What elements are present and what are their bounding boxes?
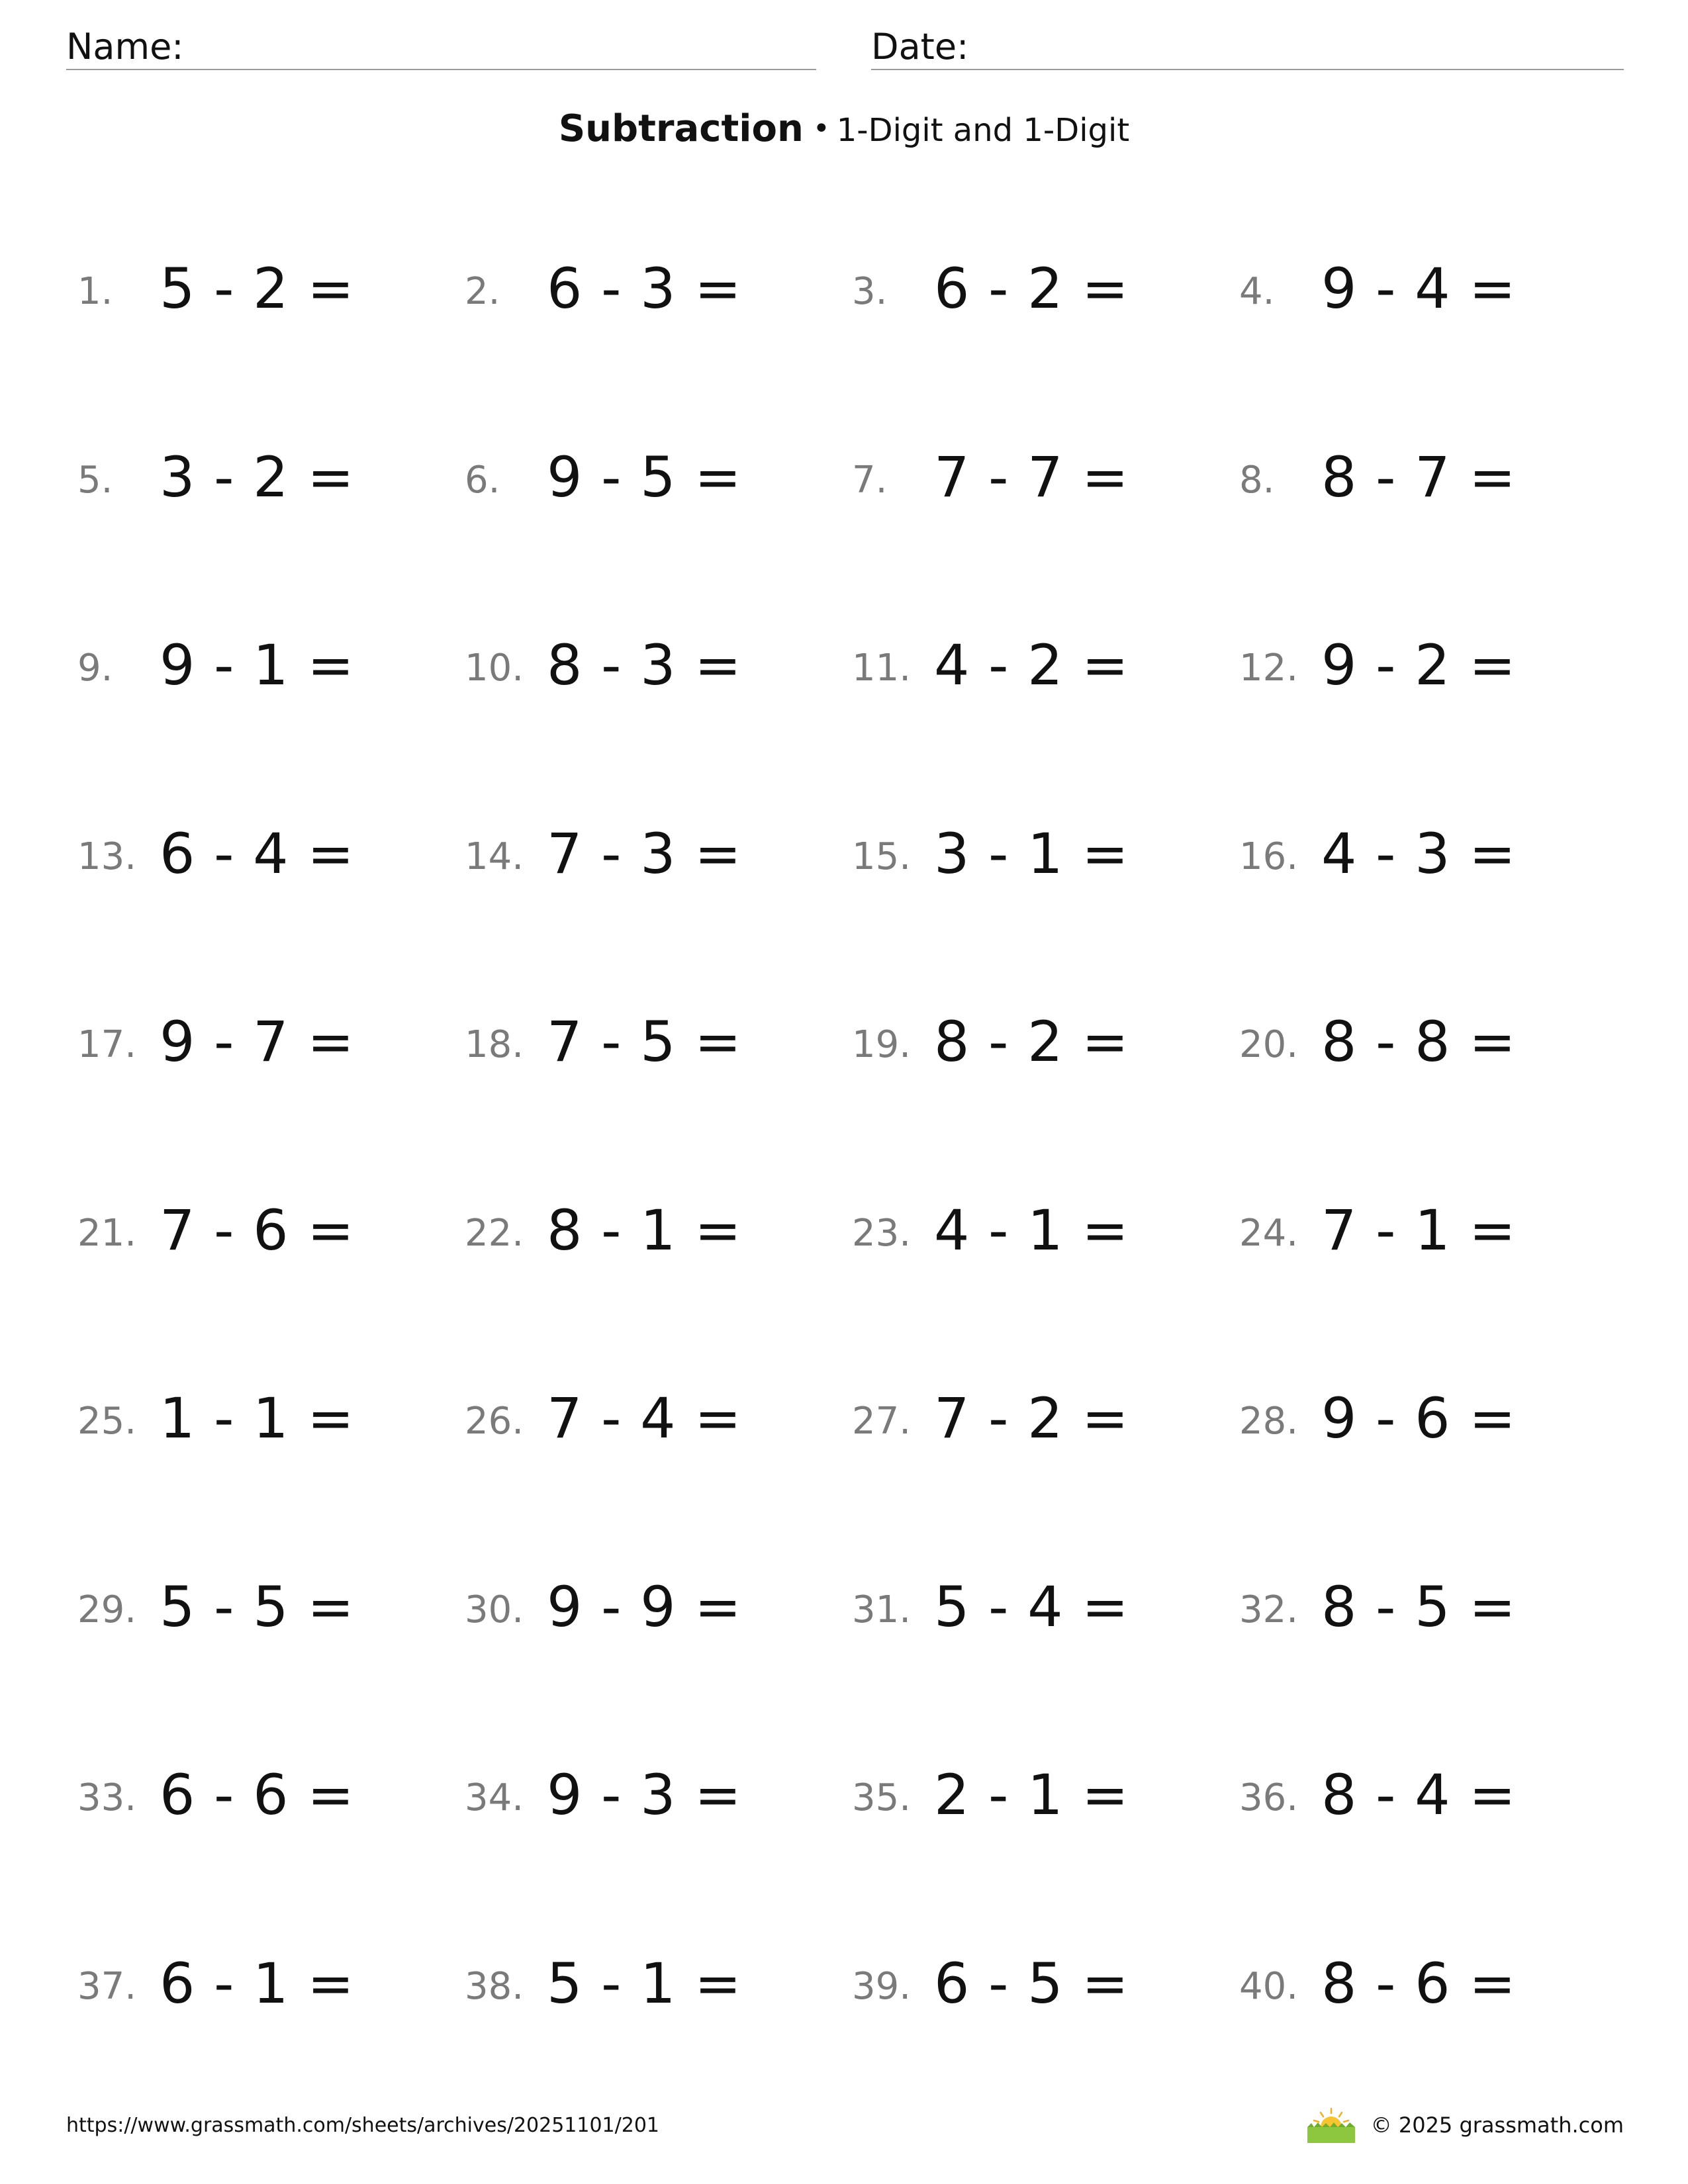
problem-number: 22. — [465, 1211, 524, 1255]
problem-item — [77, 1005, 467, 1084]
problem-expression: 8 - 8 = — [1321, 1009, 1517, 1074]
problem-expression: 9 - 6 = — [1321, 1386, 1517, 1451]
problem-expression: 9 - 9 = — [547, 1574, 742, 1639]
problem-item — [852, 1005, 1241, 1084]
problem-expression: 8 - 7 = — [1321, 444, 1517, 510]
problem-grid — [77, 251, 1626, 2144]
problem-item — [852, 251, 1241, 331]
title-main: Subtraction — [558, 107, 804, 150]
worksheet-title — [0, 106, 1688, 161]
problem-number: 37. — [77, 1964, 137, 2008]
problem-expression: 8 - 5 = — [1321, 1574, 1517, 1639]
problem-expression: 6 - 1 = — [160, 1950, 355, 2016]
problem-expression: 9 - 3 = — [547, 1762, 742, 1827]
problem-expression: 6 - 5 = — [934, 1950, 1129, 2016]
problem-number: 36. — [1239, 1776, 1299, 1819]
sun-over-grass-icon — [1307, 2107, 1355, 2143]
problem-item — [465, 1193, 854, 1273]
problem-expression: 8 - 3 = — [547, 633, 742, 698]
problem-expression: 5 - 2 = — [160, 256, 355, 321]
problem-item — [1239, 817, 1628, 896]
problem-number: 12. — [1239, 647, 1299, 690]
problem-expression: 8 - 2 = — [934, 1009, 1129, 1074]
problem-item — [852, 440, 1241, 520]
problem-number: 26. — [465, 1400, 524, 1443]
problem-number: 21. — [77, 1211, 137, 1255]
problem-item — [465, 1381, 854, 1461]
problem-expression: 6 - 2 = — [934, 256, 1129, 321]
problem-item — [852, 1381, 1241, 1461]
problem-expression: 4 - 2 = — [934, 633, 1129, 698]
problem-number: 35. — [852, 1776, 912, 1819]
problem-number: 18. — [465, 1023, 524, 1066]
problem-number: 34. — [465, 1776, 524, 1819]
problem-expression: 5 - 4 = — [934, 1574, 1129, 1639]
problem-expression: 6 - 4 = — [160, 821, 355, 886]
problem-number: 2. — [465, 270, 500, 313]
problem-number: 31. — [852, 1588, 912, 1631]
date-label: Date: — [871, 26, 969, 68]
problem-number: 11. — [852, 647, 912, 690]
problem-number: 29. — [77, 1588, 137, 1631]
problem-item — [77, 1758, 467, 1837]
footer-url: https://www.grassmath.com/sheets/archives/20251101/201 — [66, 2114, 660, 2137]
problem-number: 8. — [1239, 458, 1275, 502]
problem-expression: 7 - 2 = — [934, 1386, 1129, 1451]
problem-item — [852, 1193, 1241, 1273]
problem-expression: 9 - 7 = — [160, 1009, 355, 1074]
problem-item — [852, 1946, 1241, 2026]
problem-number: 40. — [1239, 1964, 1299, 2008]
problem-item — [1239, 1193, 1628, 1273]
problem-item — [1239, 251, 1628, 331]
problem-number: 19. — [852, 1023, 912, 1066]
problem-item — [465, 817, 854, 896]
title-separator: • — [812, 112, 830, 146]
problem-item — [1239, 1005, 1628, 1084]
problem-item — [465, 628, 854, 707]
problem-expression: 3 - 2 = — [160, 444, 355, 510]
problem-number: 28. — [1239, 1400, 1299, 1443]
problem-number: 38. — [465, 1964, 524, 2008]
problem-number: 7. — [852, 458, 888, 502]
problem-number: 20. — [1239, 1023, 1299, 1066]
problem-item — [77, 1193, 467, 1273]
problem-expression: 7 - 3 = — [547, 821, 742, 886]
problem-number: 10. — [465, 647, 524, 690]
problem-item — [852, 817, 1241, 896]
problem-number: 4. — [1239, 270, 1275, 313]
footer-brand — [1307, 2102, 1624, 2148]
problem-item — [465, 251, 854, 331]
problem-expression: 7 - 1 = — [1321, 1197, 1517, 1263]
problem-expression: 1 - 1 = — [160, 1386, 355, 1451]
problem-expression: 4 - 1 = — [934, 1197, 1129, 1263]
problem-expression: 9 - 2 = — [1321, 633, 1517, 698]
problem-expression: 5 - 1 = — [547, 1950, 742, 2016]
problem-item — [77, 817, 467, 896]
problem-number: 33. — [77, 1776, 137, 1819]
problem-number: 23. — [852, 1211, 912, 1255]
problem-expression: 2 - 1 = — [934, 1762, 1129, 1827]
problem-item — [1239, 1570, 1628, 1649]
problem-item — [465, 1758, 854, 1837]
problem-expression: 6 - 6 = — [160, 1762, 355, 1827]
problem-expression: 8 - 1 = — [547, 1197, 742, 1263]
problem-item — [852, 1758, 1241, 1837]
problem-expression: 8 - 4 = — [1321, 1762, 1517, 1827]
problem-expression: 3 - 1 = — [934, 821, 1129, 886]
problem-item — [77, 251, 467, 331]
problem-number: 15. — [852, 835, 912, 878]
problem-item — [1239, 1381, 1628, 1461]
problem-number: 30. — [465, 1588, 524, 1631]
problem-expression: 9 - 4 = — [1321, 256, 1517, 321]
problem-number: 32. — [1239, 1588, 1299, 1631]
problem-number: 13. — [77, 835, 137, 878]
problem-expression: 4 - 3 = — [1321, 821, 1517, 886]
problem-number: 9. — [77, 647, 113, 690]
problem-number: 25. — [77, 1400, 137, 1443]
problem-item — [1239, 628, 1628, 707]
problem-item — [77, 440, 467, 520]
problem-expression: 9 - 1 = — [160, 633, 355, 698]
problem-expression: 7 - 7 = — [934, 444, 1129, 510]
name-field[interactable] — [66, 24, 816, 70]
problem-expression: 7 - 4 = — [547, 1386, 742, 1451]
footer-copyright: © 2025 grassmath.com — [1370, 2113, 1624, 2138]
problem-number: 6. — [465, 458, 500, 502]
problem-number: 3. — [852, 270, 888, 313]
name-label: Name: — [66, 26, 184, 68]
problem-item — [852, 1570, 1241, 1649]
problem-number: 1. — [77, 270, 113, 313]
problem-number: 39. — [852, 1964, 912, 2008]
problem-expression: 7 - 6 = — [160, 1197, 355, 1263]
problem-expression: 6 - 3 = — [547, 256, 742, 321]
problem-item — [465, 1005, 854, 1084]
problem-item — [465, 1946, 854, 2026]
problem-number: 16. — [1239, 835, 1299, 878]
problem-item — [465, 440, 854, 520]
problem-number: 14. — [465, 835, 524, 878]
problem-number: 24. — [1239, 1211, 1299, 1255]
problem-expression: 5 - 5 = — [160, 1574, 355, 1639]
problem-number: 27. — [852, 1400, 912, 1443]
problem-expression: 9 - 5 = — [547, 444, 742, 510]
problem-expression: 7 - 5 = — [547, 1009, 742, 1074]
problem-item — [77, 1381, 467, 1461]
problem-item — [77, 628, 467, 707]
problem-item — [77, 1946, 467, 2026]
problem-item — [77, 1570, 467, 1649]
problem-item — [1239, 1946, 1628, 2026]
problem-item — [1239, 440, 1628, 520]
problem-item — [1239, 1758, 1628, 1837]
problem-item — [465, 1570, 854, 1649]
date-field[interactable] — [871, 24, 1624, 70]
problem-expression: 8 - 6 = — [1321, 1950, 1517, 2016]
title-subtitle: 1-Digit and 1-Digit — [836, 112, 1130, 149]
problem-item — [852, 628, 1241, 707]
problem-number: 17. — [77, 1023, 137, 1066]
problem-number: 5. — [77, 458, 113, 502]
